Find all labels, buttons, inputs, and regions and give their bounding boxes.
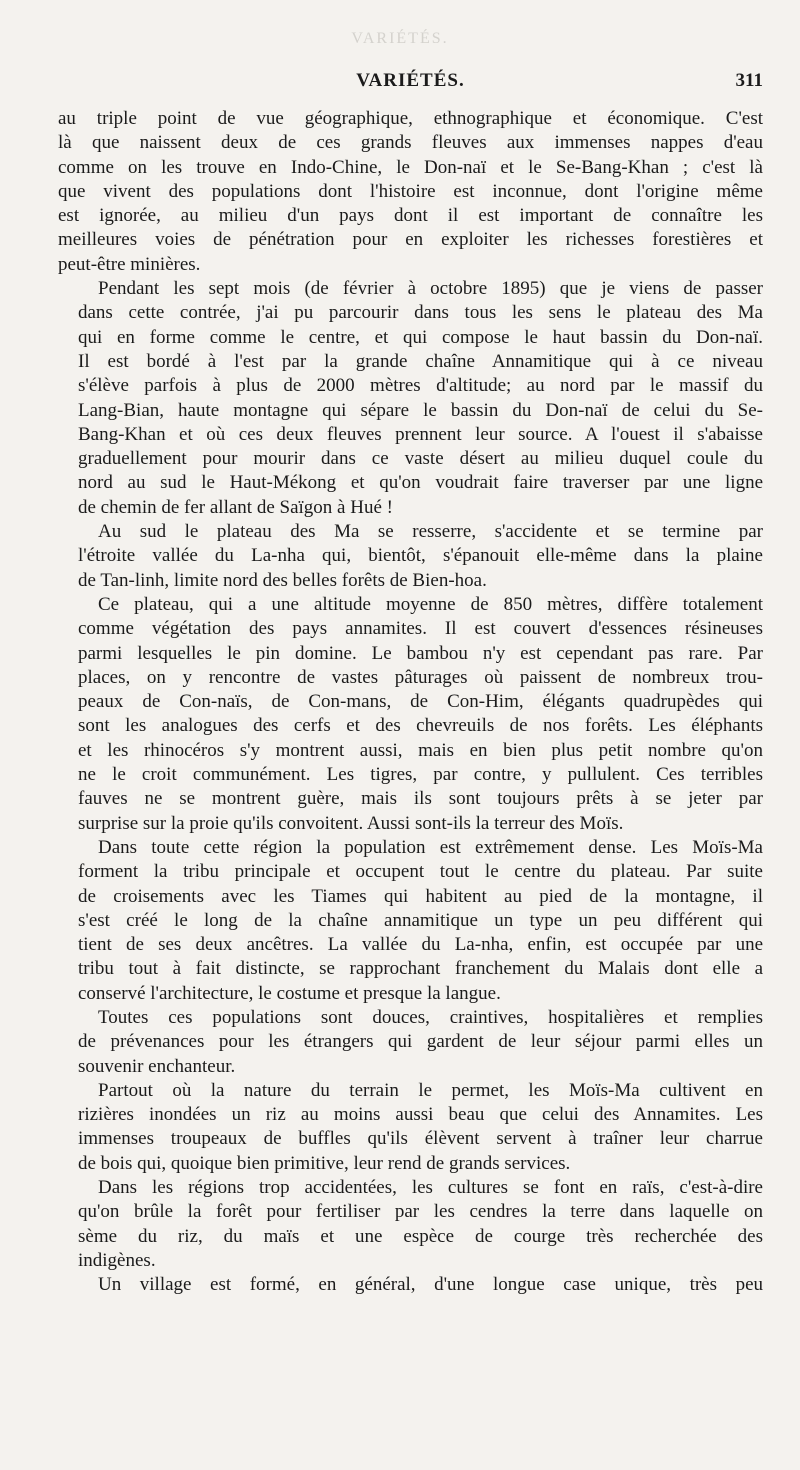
text-line: Un village est formé, en général, d'une longue case unique, très peu [98,1274,763,1296]
text-line: de prévenances pour les étrangers qui gardent de leur séjour parmi elles un [78,1031,763,1053]
text-line: peaux de Con-naïs, de Con-mans, de Con-Him, élégants quadrupèdes qui [78,691,763,713]
text-line: souvenir enchanteur. [78,1055,236,1077]
text-line: tient de ses deux ancêtres. La vallée du La-nha, enfin, est occupée par une [78,934,763,956]
text-line: comme on les trouve en Indo-Chine, le Don-naï et le Se-Bang-Khan ; c'est là [58,156,763,178]
text-line: s'est créé le long de la chaîne annamitique un type un peu différent qui [78,909,763,931]
text-line: surprise sur la proie qu'ils convoitent. Aussi sont-ils la terreur des Moïs. [78,812,624,834]
text-line: Ce plateau, qui a une altitude moyenne de 850 mètres, diffère totalement [98,593,763,615]
text-line: Il est bordé à l'est par la grande chaîne Annamitique qui à ce niveau [78,350,763,372]
text-line: s'élève parfois à plus de 2000 mètres d'altitude; au nord par le massif du [78,375,763,397]
text-line: Lang-Bian, haute montagne qui sépare le bassin du Don-naï de celui du Se- [78,399,763,421]
text-line: de chemin de fer allant de Saïgon à Hué ! [78,496,393,518]
paragraph [58,277,763,520]
page-number: 311 [735,70,763,91]
running-head [58,70,763,96]
text-line: parmi lesquelles le pin domine. Le bambou n'y est cependant pas rare. Par [78,642,763,664]
text-line: de Tan-linh, limite nord des belles forêts de Bien-hoa. [78,569,487,591]
text-line: immenses troupeaux de buffles qu'ils élèvent servent à traîner leur charrue [78,1128,763,1150]
text-line: que vivent des populations dont l'histoire est inconnue, dont l'origine même [58,180,763,202]
text-line: forment la tribu principale et occupent tout le centre du plateau. Par suite [78,861,763,883]
text-line: tribu tout à fait distincte, se rapprochant franchement du Malais dont elle a [78,958,763,980]
text-line: comme végétation des pays annamites. Il est couvert d'essences résineuses [78,618,763,640]
paragraph [58,593,763,836]
text-line: Au sud le plateau des Ma se resserre, s'accidente et se termine par [98,521,763,543]
text-line: fauves ne se montrent guère, mais ils sont toujours prêts à se jeter par [78,788,763,810]
text-line: Bang-Khan et où ces deux fleuves prennent leur source. A l'ouest il s'abaisse [78,423,763,445]
text-line: sème du riz, du maïs et une espèce de courge très recherchée des [78,1225,763,1247]
text-line: dans cette contrée, j'ai pu parcourir dans tous les sens le plateau des Ma [78,302,763,324]
text-line: l'étroite vallée du La-nha qui, bientôt, s'épanouit elle-même dans la plaine [78,545,763,567]
bleed-through-header: VARIÉTÉS. [351,30,449,47]
paragraph [58,836,763,1006]
text-line: conservé l'architecture, le costume et presque la langue. [78,982,501,1004]
text-line: nord au sud le Haut-Mékong et qu'on voudrait faire traverser par une ligne [78,472,763,494]
text-line: graduellement pour mourir dans ce vaste désert au milieu duquel coule du [78,448,763,470]
text-line: peut-être minières. [58,253,201,275]
text-line: Toutes ces populations sont douces, craintives, hospitalières et remplies [98,1006,763,1028]
text-line: Dans toute cette région la population est extrêmement dense. Les Moïs-Ma [98,836,763,858]
paragraph [58,520,763,593]
text-line: Dans les régions trop accidentées, les cultures se font en raïs, c'est-à-dire [98,1177,763,1199]
text-line: places, on y rencontre de vastes pâturages où paissent de nombreux trou- [78,666,763,688]
text-line: Pendant les sept mois (de février à octobre 1895) que je viens de passer [98,278,763,300]
text-line: Partout où la nature du terrain le permet, les Moïs-Ma cultivent en [98,1079,763,1101]
text-line: indigènes. [78,1249,156,1271]
text-line: de bois qui, quoique bien primitive, leur rend de grands services. [78,1152,571,1174]
paragraph [58,1176,763,1273]
text-line: qu'on brûle la forêt pour fertiliser par les cendres la terre dans laquelle on [78,1201,763,1223]
text-line: ne le croit communément. Les tigres, par contre, y pullulent. Ces terribles [78,764,763,786]
text-line: et les rhinocéros s'y montrent aussi, mais en bien plus petit nombre qu'on [78,739,763,761]
paragraph [58,1006,763,1079]
body-text [58,107,763,1298]
paragraph [58,107,763,277]
text-line: là que naissent deux de ces grands fleuves aux immenses nappes d'eau [58,132,763,154]
text-line: de croisements avec les Tiames qui habitent au pied de la montagne, il [78,885,763,907]
text-line: rizières inondées un riz au moins aussi beau que celui des Annamites. Les [78,1104,763,1126]
text-line: meilleures voies de pénétration pour en exploiter les richesses forestières et [58,229,763,251]
text-line: est ignorée, au milieu d'un pays dont il est important de connaître les [58,205,763,227]
text-line: sont les analogues des cerfs et des chevreuils de nos forêts. Les éléphants [78,715,763,737]
text-line: au triple point de vue géographique, ethnographique et économique. C'est [58,108,763,129]
paragraph [58,1273,763,1297]
text-line: qui en forme comme le centre, et qui compose le haut bassin du Don-naï. [78,326,763,348]
running-title: VARIÉTÉS. [356,70,465,91]
paragraph [58,1079,763,1176]
